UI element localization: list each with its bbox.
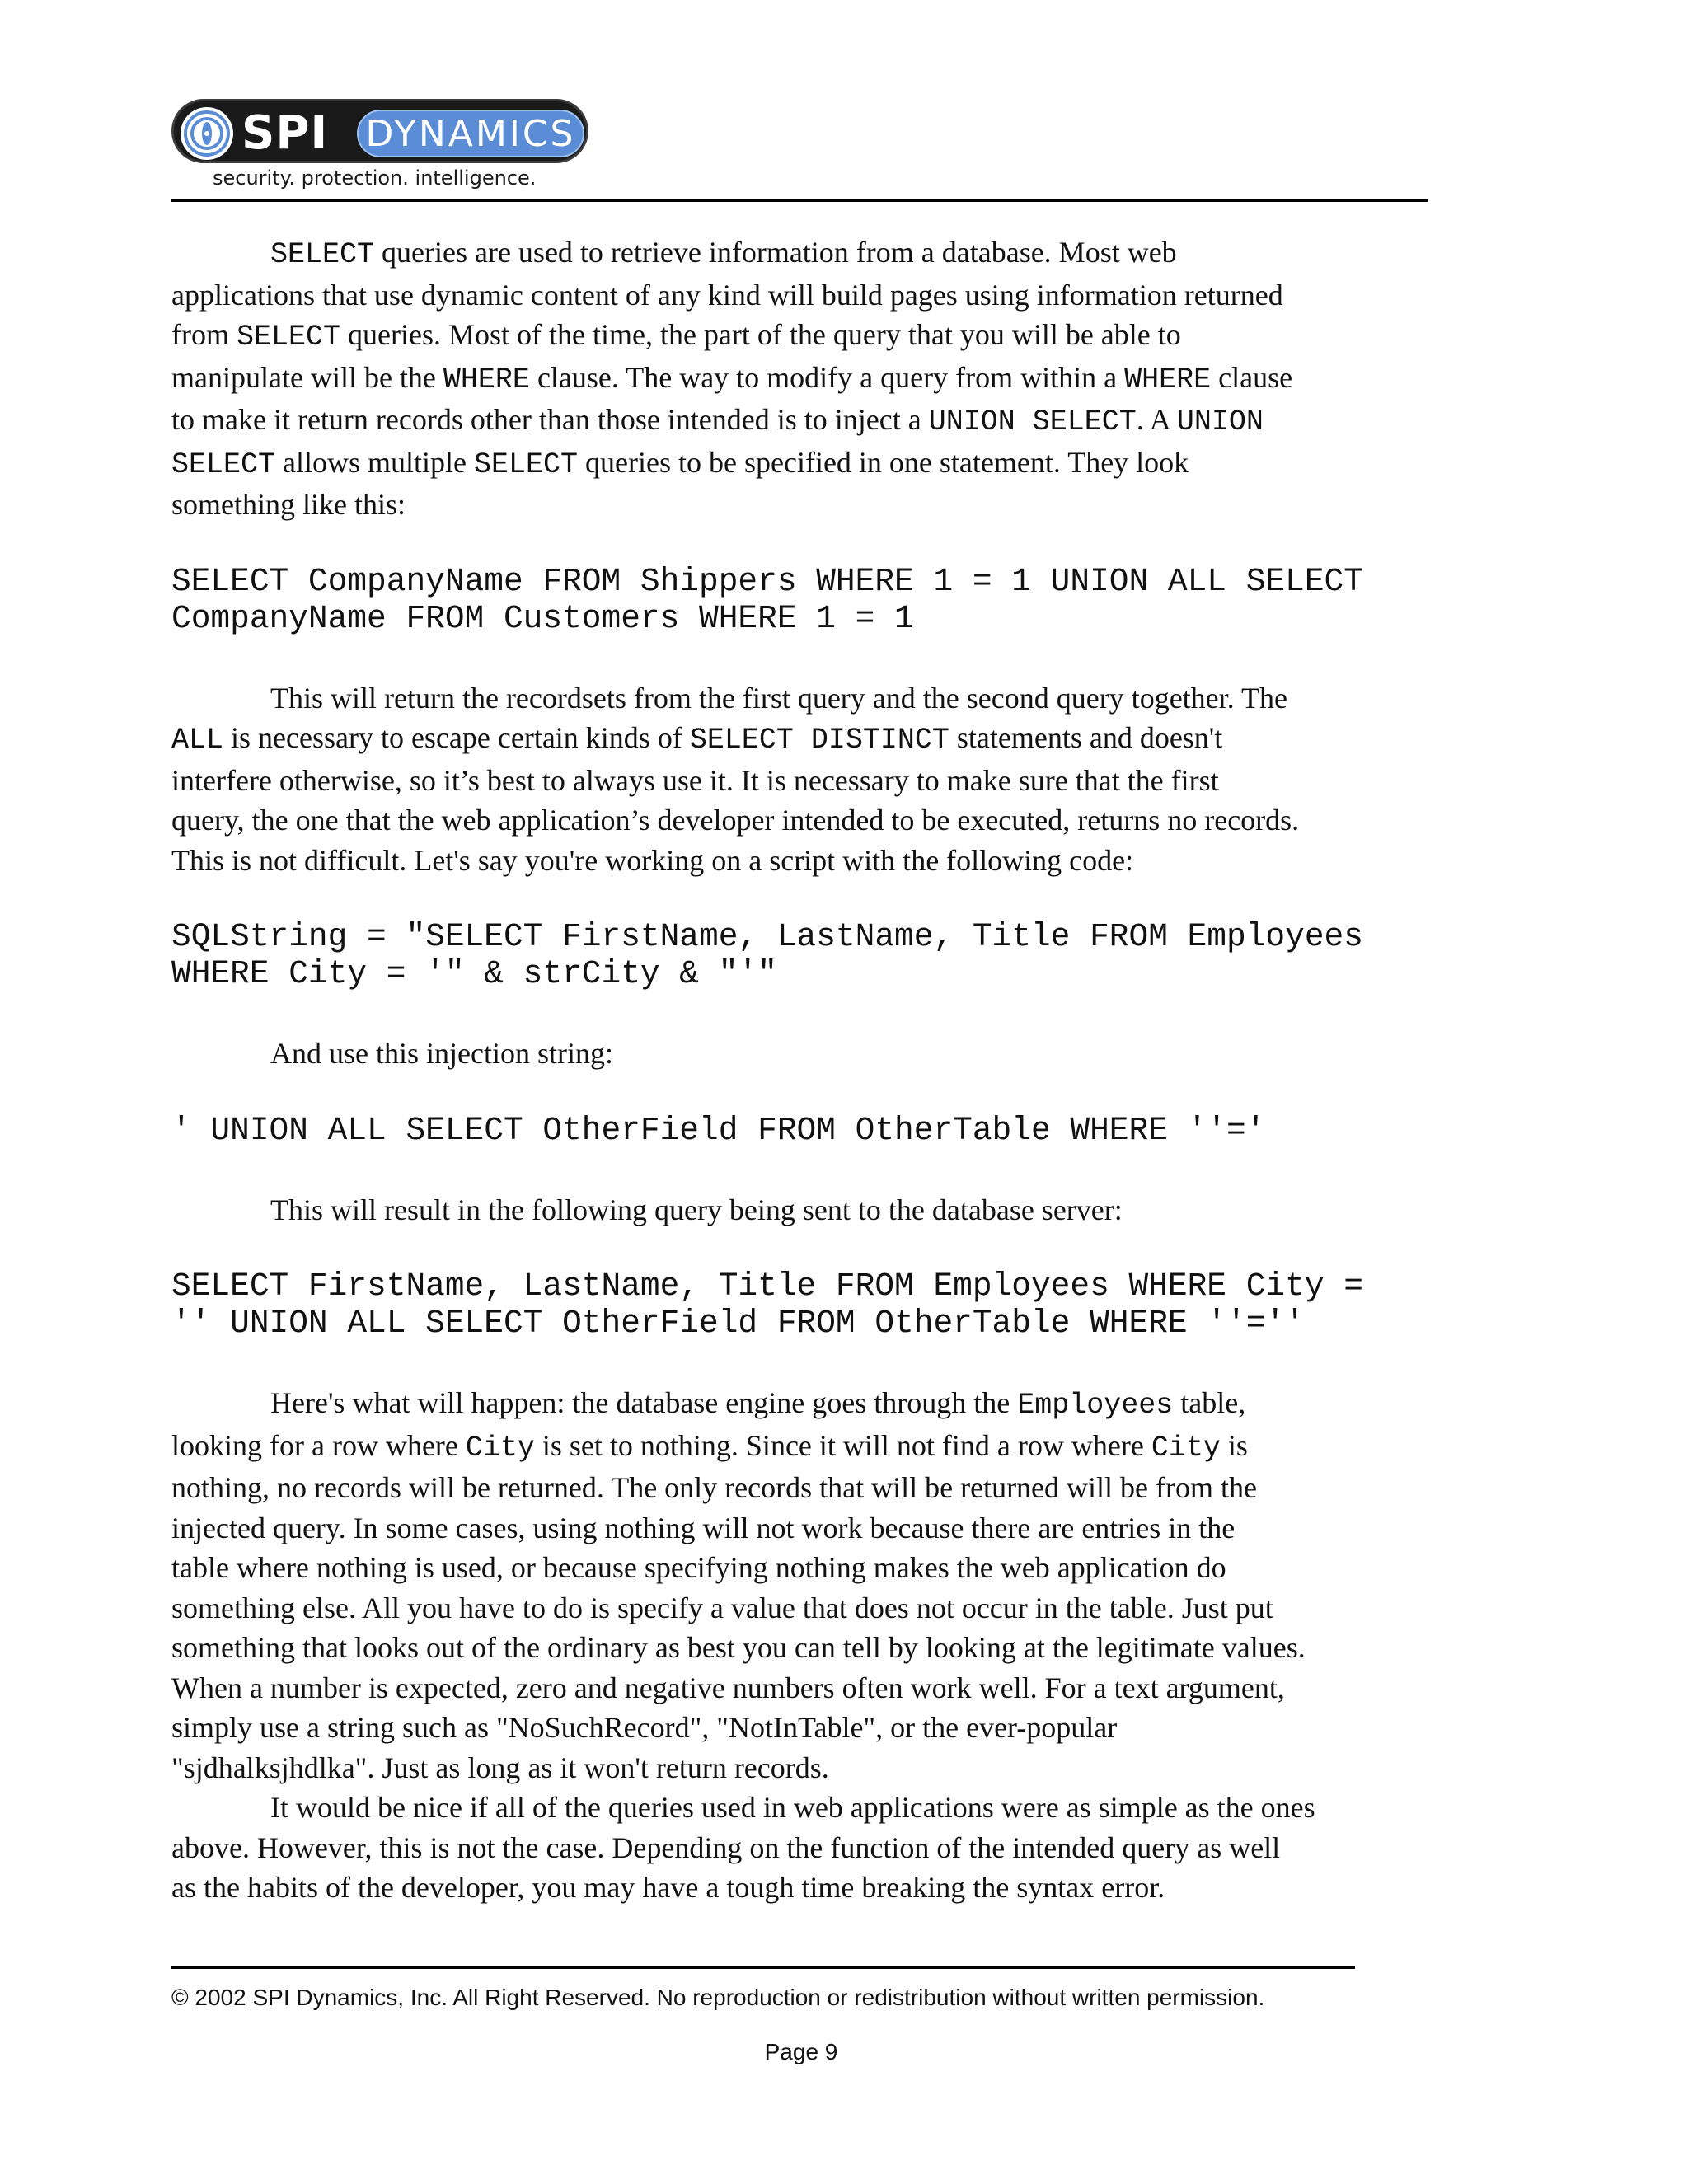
- code-result-query: SELECT FirstName, LastName, Title FROM Employees WHERE City = '' UNION ALL SELECT OtherField FROM OtherTable WHERE ''='': [171, 1268, 1363, 1342]
- paragraph-result-intro: [171, 1190, 1441, 1230]
- text-run: nothing, no records will be returned. The only records that will be returned will be from the: [171, 1471, 1257, 1504]
- logo-badge: [171, 99, 588, 163]
- text-line: [171, 1190, 1441, 1230]
- text-run: looking for a row where: [171, 1428, 466, 1462]
- text-run: When a number is expected, zero and negative numbers often work well. For a text argument,: [171, 1671, 1285, 1704]
- text-line: [171, 1628, 1441, 1668]
- text-line: [171, 1508, 1441, 1549]
- text-line: [171, 275, 1441, 316]
- text-run: something like this:: [171, 488, 406, 521]
- inline-code: WHERE: [1124, 363, 1212, 396]
- footer-copyright: © 2002 SPI Dynamics, Inc. All Right Reserved. No reproduction or redistribution without written permission.: [171, 1985, 1265, 2010]
- text-line: [171, 761, 1441, 801]
- paragraph-recordsets: [171, 678, 1441, 881]
- text-run: simply use a string such as "NoSuchRecord", "NotInTable", or the ever-popular: [171, 1711, 1118, 1744]
- text-run: queries to be specified in one statement. They look: [578, 445, 1189, 479]
- paragraph-injection-intro: [171, 1033, 1441, 1074]
- code-injection-string: ' UNION ALL SELECT OtherField FROM OtherTable WHERE ''=': [171, 1111, 1266, 1149]
- text-run: table,: [1173, 1386, 1246, 1419]
- inline-code: SELECT: [474, 448, 579, 481]
- text-line: [171, 1383, 1441, 1426]
- inline-code: City: [465, 1431, 535, 1465]
- text-line: [171, 1468, 1441, 1508]
- text-line: [171, 1426, 1441, 1469]
- text-line: [171, 358, 1441, 401]
- text-run: from: [171, 318, 237, 351]
- paragraph-what-happens: [171, 1383, 1441, 1788]
- text-run: something that looks out of the ordinary as best you can tell by looking at the legitimate values.: [171, 1631, 1306, 1664]
- paragraph-conclusion: [171, 1788, 1441, 1908]
- text-run: clause. The way to modify a query from within a: [529, 360, 1125, 394]
- header-divider: [171, 199, 1428, 202]
- text-line: [171, 1588, 1441, 1629]
- text-run: Here's what will happen: the database engine goes through the: [270, 1386, 1018, 1419]
- text-run: applications that use dynamic content of any kind will build pages using information returned: [171, 278, 1283, 312]
- text-line: [171, 1548, 1441, 1588]
- text-line: [171, 1868, 1441, 1908]
- text-run: It would be nice if all of the queries used in web applications were as simple as the ones: [270, 1791, 1315, 1824]
- text-line: [171, 718, 1441, 761]
- text-line: [171, 1668, 1441, 1708]
- inline-code: City: [1151, 1431, 1221, 1465]
- text-run: interfere otherwise, so it’s best to always use it. It is necessary to make sure that the first: [171, 763, 1219, 797]
- text-run: is: [1220, 1428, 1248, 1462]
- text-run: something else. All you have to do is specify a value that does not occur in the table. Just put: [171, 1591, 1273, 1624]
- code-sqlstring: SQLString = "SELECT FirstName, LastName, Title FROM Employees WHERE City = '" & strCity & "'": [171, 918, 1363, 992]
- text-run: injected query. In some cases, using nothing will not work because there are entries in the: [171, 1511, 1236, 1544]
- text-run: to make it return records other than those intended is to inject a: [171, 403, 929, 436]
- inline-code: SELECT: [236, 321, 341, 354]
- inline-code: UNION: [1176, 405, 1264, 438]
- text-line: [171, 1708, 1441, 1748]
- text-line: [171, 315, 1441, 358]
- text-run: queries. Most of the time, the part of the query that you will be able to: [340, 318, 1181, 351]
- text-run: This is not difficult. Let's say you're working on a script with the following code:: [171, 843, 1134, 877]
- text-run: . A: [1136, 403, 1177, 436]
- paragraph-select-queries: [171, 232, 1441, 525]
- text-line: [171, 1033, 1441, 1074]
- inline-code: SELECT: [270, 238, 375, 271]
- text-line: [171, 443, 1441, 485]
- text-run: This will return the recordsets from the first query and the second query together. The: [270, 681, 1287, 715]
- page-number: Page 9: [764, 2039, 838, 2064]
- text-run: as the habits of the developer, you may have a tough time breaking the syntax error.: [171, 1871, 1165, 1904]
- text-run: above. However, this is not the case. Depending on the function of the intended query as well: [171, 1830, 1281, 1864]
- text-run: This will result in the following query being sent to the database server:: [270, 1193, 1123, 1226]
- inline-code: UNION SELECT: [928, 405, 1137, 438]
- text-run: is set to nothing. Since it will not find a row where: [534, 1428, 1151, 1462]
- text-run: manipulate will be the: [171, 360, 443, 394]
- text-run: query, the one that the web application’s developer intended to be executed, returns no records.: [171, 804, 1300, 837]
- inline-code: Employees: [1017, 1389, 1174, 1422]
- inline-code: ALL: [171, 724, 224, 757]
- logo-brand-text: SPI: [241, 106, 329, 160]
- text-line: [171, 1748, 1441, 1788]
- text-line: [171, 841, 1441, 881]
- text-line: [171, 800, 1441, 841]
- inline-code: SELECT: [171, 448, 276, 481]
- inline-code: SELECT DISTINCT: [689, 724, 950, 757]
- text-line: [171, 232, 1441, 275]
- text-run: allows multiple: [275, 445, 475, 479]
- text-line: [171, 485, 1441, 525]
- code-union-example: SELECT CompanyName FROM Shippers WHERE 1 = 1 UNION ALL SELECT CompanyName FROM Customers WHERE 1 = 1: [171, 562, 1363, 637]
- logo-emblem-icon: [179, 105, 235, 162]
- text-line: [171, 400, 1441, 443]
- footer-divider: [171, 1966, 1355, 1969]
- spi-dynamics-logo: [171, 99, 592, 198]
- logo-product-text: DYNAMICS: [365, 113, 576, 155]
- text-line: [171, 1788, 1441, 1828]
- body-content: [171, 232, 1441, 1908]
- inline-code: WHERE: [443, 363, 530, 396]
- text-run: is necessary to escape certain kinds of: [223, 721, 690, 754]
- logo-tagline: security. protection. intelligence.: [213, 166, 537, 190]
- text-run: statements and doesn't: [949, 721, 1223, 754]
- text-run: clause: [1211, 360, 1293, 394]
- text-run: queries are used to retrieve information from a database. Most web: [374, 236, 1177, 269]
- text-line: [171, 1828, 1441, 1868]
- text-run: table where nothing is used, or because specifying nothing makes the web application do: [171, 1551, 1226, 1584]
- logo-product-box: [357, 110, 584, 157]
- text-line: [171, 678, 1441, 719]
- text-run: "sjdhalksjhdlka". Just as long as it won't return records.: [171, 1750, 829, 1784]
- text-run: And use this injection string:: [270, 1037, 613, 1070]
